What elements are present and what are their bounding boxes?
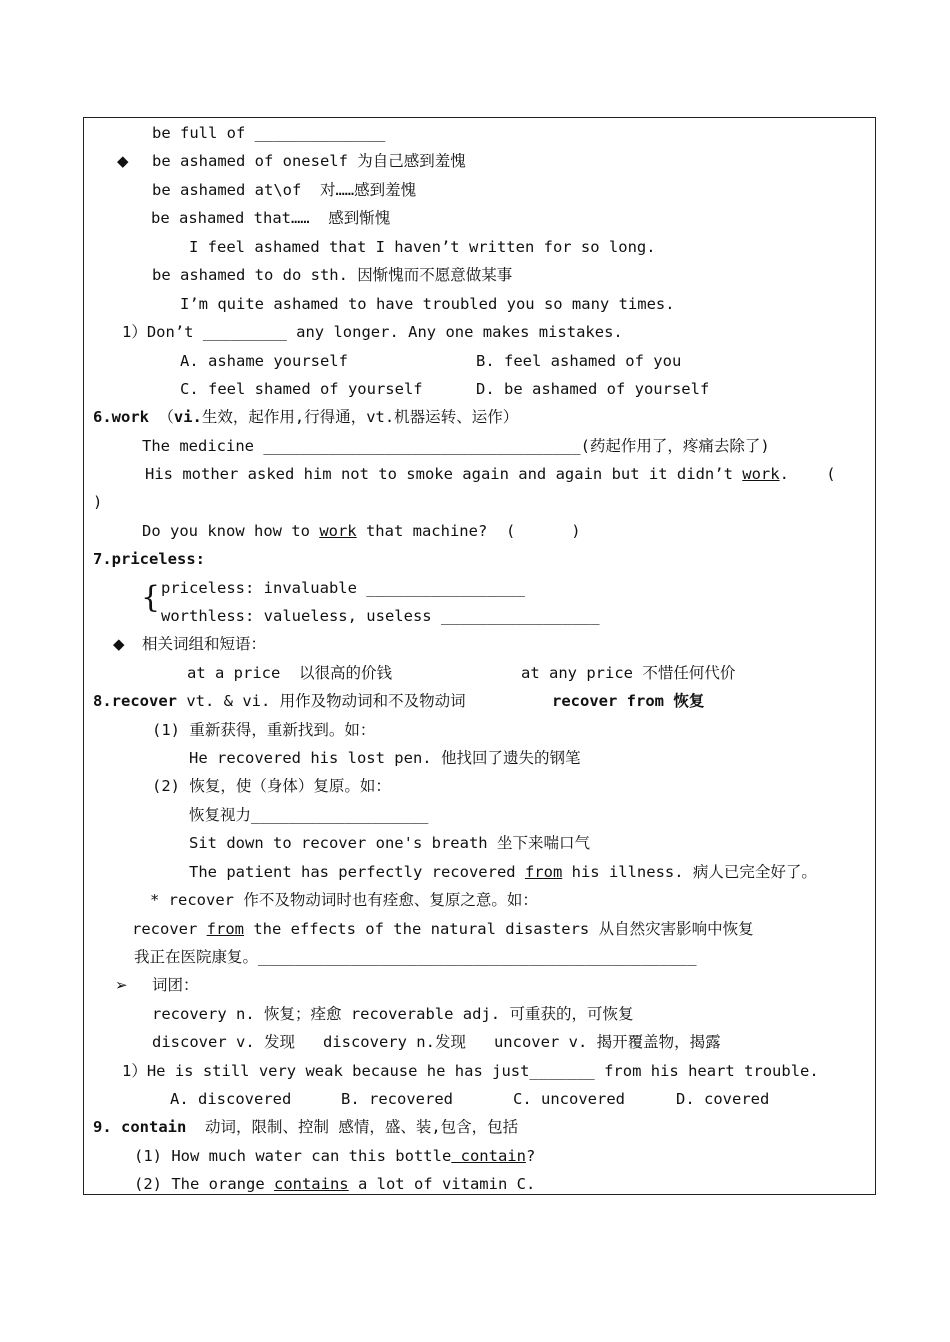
exercise-question: 1）Don’t _________ any longer. Any one makes mistakes. bbox=[122, 323, 623, 341]
text-line: recovery n. 恢复；痊愈 recoverable adj. 可重获的，可恢复 bbox=[152, 1005, 634, 1023]
example-sentence: (2) The orange contains a lot of vitamin C. bbox=[134, 1175, 536, 1193]
text-line: ) bbox=[93, 493, 103, 511]
text-line: be ashamed to do sth. 因惭愧而不愿意做某事 bbox=[152, 266, 513, 284]
example-sentence: Do you know how to work that machine? ( ) bbox=[142, 522, 581, 540]
diamond-bullet-icon: ◆ bbox=[117, 152, 129, 170]
text-line: priceless: invaluable _________________ bbox=[161, 579, 525, 597]
brace-icon: { bbox=[141, 580, 161, 615]
example-sentence: recover from the effects of the natural disasters 从自然灾害影响中恢复 bbox=[132, 920, 754, 938]
text-line: (1) 重新获得，重新找到。如： bbox=[152, 721, 376, 739]
text-line: be ashamed that…… 感到惭愧 bbox=[151, 209, 391, 227]
option-c: C. feel shamed of yourself bbox=[180, 380, 423, 398]
text-line: 相关词组和短语： bbox=[142, 635, 267, 653]
example-sentence: The patient has perfectly recovered from his illness. 病人已完全好了。 bbox=[189, 863, 817, 881]
section-heading-contain: 9. contain 动词，限制、控制 感情，盛、装,包含，包括 bbox=[93, 1118, 519, 1136]
text-line: be ashamed at\of 对……感到羞愧 bbox=[152, 181, 417, 199]
example-sentence: I’m quite ashamed to have troubled you so many times. bbox=[180, 295, 675, 313]
text-line: 我正在医院康复。_______________________________________________ bbox=[134, 948, 697, 966]
text-line: be full of ______________ bbox=[152, 124, 386, 142]
text-line: worthless: valueless, useless _________________ bbox=[161, 607, 600, 625]
section-heading-recover: 8.recover vt. & vi. 用作及物动词和不及物动词 bbox=[93, 692, 466, 710]
diamond-bullet-icon: ◆ bbox=[113, 635, 125, 653]
option-a: A. ashame yourself bbox=[180, 352, 348, 370]
phrase: at any price 不惜任何代价 bbox=[521, 664, 736, 682]
option-a: A. discovered bbox=[170, 1090, 292, 1108]
option-c: C. uncovered bbox=[513, 1090, 625, 1108]
text-line: discover v. 发现 discovery n.发现 uncover v. 揭开覆盖物，揭露 bbox=[152, 1033, 721, 1051]
text-line: be ashamed of oneself 为自己感到羞愧 bbox=[152, 152, 466, 170]
arrow-bullet-icon: ➢ bbox=[115, 976, 128, 994]
example-sentence: (1) How much water can this bottle contain? bbox=[134, 1147, 536, 1165]
exercise-question: 1）He is still very weak because he has just_______ from his heart trouble. bbox=[122, 1062, 819, 1080]
example-sentence: I feel ashamed that I haven’t written for so long. bbox=[189, 238, 656, 256]
phrase: at a price 以很高的价钱 bbox=[187, 664, 392, 682]
option-d: D. be ashamed of yourself bbox=[476, 380, 710, 398]
text-line: The medicine __________________________________(药起作用了，疼痛去除了) bbox=[142, 437, 770, 455]
text-line: 恢复视力___________________ bbox=[189, 806, 429, 824]
phrase: recover from 恢复 bbox=[552, 692, 705, 710]
option-b: B. feel ashamed of you bbox=[476, 352, 682, 370]
example-sentence: He recovered his lost pen. 他找回了遗失的钢笔 bbox=[189, 749, 581, 767]
example-sentence: His mother asked him not to smoke again and again but it didn’t work. ( bbox=[145, 465, 836, 483]
text-line: 词团： bbox=[152, 976, 199, 994]
text-line: * recover 作不及物动词时也有痊愈、复原之意。如： bbox=[150, 891, 538, 909]
option-d: D. covered bbox=[676, 1090, 770, 1108]
text-line: (2) 恢复，使（身体）复原。如： bbox=[152, 777, 391, 795]
section-heading-work: 6.work （vi.生效，起作用,行得通，vt.机器运转、运作） bbox=[93, 408, 519, 426]
option-b: B. recovered bbox=[341, 1090, 453, 1108]
example-sentence: Sit down to recover one's breath 坐下来喘口气 bbox=[189, 834, 590, 852]
section-heading-priceless: 7.priceless: bbox=[93, 550, 205, 568]
